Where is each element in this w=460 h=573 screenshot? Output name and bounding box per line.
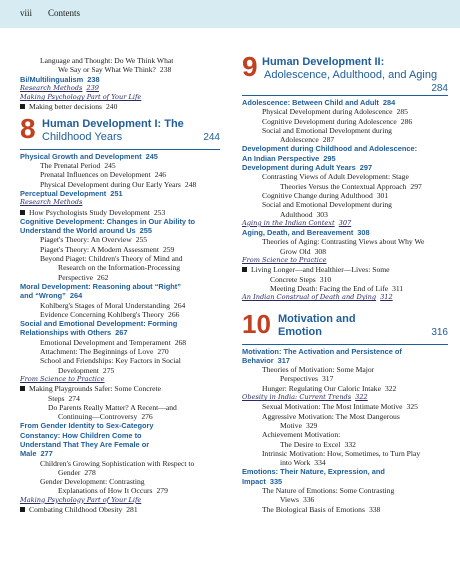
entry-page: 295	[323, 153, 336, 163]
toc-entry	[242, 182, 448, 191]
entry-title: Theories of Aging: Contrasting Views about Why We	[262, 237, 425, 247]
toc-entry	[242, 421, 448, 430]
toc-feature-heading	[20, 375, 220, 384]
toc-section-entry	[242, 467, 448, 476]
toc-entry	[20, 412, 220, 421]
chapter-title-line1: Motivation and	[278, 312, 356, 325]
toc-entry	[20, 235, 220, 244]
toc-section-entry	[20, 449, 220, 458]
entry-title: Aging in the Indian Context	[242, 218, 335, 227]
entry-title: Research Methods	[20, 83, 83, 92]
toc-entry	[242, 458, 448, 467]
toc-section-entry	[242, 228, 448, 237]
entry-page: 303	[316, 209, 328, 219]
toc-entry	[242, 430, 448, 439]
entry-title: Do Parents Really Matter? A Recent—and	[48, 402, 177, 412]
toc-entry	[242, 402, 448, 411]
entry-page: 317	[277, 355, 290, 365]
toc-section-entry	[242, 477, 448, 486]
toc-entry	[20, 273, 220, 282]
entry-page: 332	[344, 439, 356, 449]
toc-entry	[20, 394, 220, 403]
toc-feature-heading	[20, 84, 220, 93]
entry-title: An Indian Perspective	[242, 153, 320, 163]
entry-page: 310	[319, 274, 332, 284]
entry-page: 248	[184, 179, 197, 189]
toc-section-entry	[242, 154, 448, 163]
entry-title: Research Methods	[20, 198, 83, 207]
toc-entry	[242, 135, 448, 144]
chapter-page: 244	[203, 131, 220, 143]
toc-entry	[242, 440, 448, 449]
entry-title: Living Longer—and Healthier—Lives: Some	[251, 265, 390, 275]
entry-title: Understand That They Are Female or	[20, 439, 150, 449]
toc-section-entry	[20, 226, 220, 235]
entry-title: Steps	[48, 393, 65, 403]
chapter-9-heading	[242, 51, 448, 94]
entry-page: 322	[384, 383, 397, 393]
entry-page: 259	[162, 244, 175, 254]
entry-title: Language and Thought: Do We Think What	[40, 56, 174, 65]
toc-section-entry	[242, 163, 448, 172]
entry-title: The Prenatal Period	[40, 161, 101, 171]
toc-bullet-entry	[20, 208, 220, 217]
entry-title: Social and Emotional Development during	[262, 125, 392, 135]
entry-title: Achievement Motivation:	[262, 430, 341, 440]
square-bullet-icon	[242, 267, 247, 272]
entry-title: Relationships with Others	[20, 328, 112, 338]
entry-page: 239	[86, 83, 99, 92]
toc-entry	[242, 495, 448, 504]
entry-title: Emotional Development and Temperament	[40, 337, 171, 347]
toc-bullet-entry	[20, 102, 220, 111]
entry-title: Explanations of How It Occurs	[58, 486, 153, 496]
entry-title: Perceptual Development	[20, 188, 107, 198]
toc-entry	[242, 284, 448, 293]
chapter-9-entries	[242, 98, 448, 303]
entry-page: 317	[321, 374, 334, 384]
toc-feature-heading	[20, 198, 220, 207]
toc-entry	[20, 477, 220, 486]
toc-section-entry	[20, 152, 220, 161]
square-bullet-icon	[20, 507, 25, 512]
entry-page: 285	[396, 107, 408, 117]
entry-title: An Indian Construal of Death and Dying	[242, 293, 377, 302]
page-number: viii	[20, 8, 33, 18]
entry-page: 245	[104, 161, 116, 171]
toc-section-entry	[20, 421, 220, 430]
toc-entry	[20, 301, 220, 310]
entry-title: Physical Development during Our Early Years	[40, 179, 181, 189]
toc-feature-heading	[20, 93, 220, 102]
toc-entry	[20, 180, 220, 189]
entry-page: 246	[154, 170, 167, 180]
toc-entry	[242, 210, 448, 219]
entry-title: Aging, Death, and Bereavement	[242, 228, 354, 238]
entry-title: Cognitive Change during Adulthood	[262, 190, 373, 200]
chapter-page: 316	[431, 326, 448, 338]
entry-page: 264	[69, 291, 83, 301]
entry-title: into Work	[280, 458, 311, 468]
toc-feature-heading	[20, 496, 220, 505]
toc-entry	[20, 366, 220, 375]
entry-title: Bi/Multilingualism	[20, 74, 84, 84]
entry-title: Children's Growing Sophistication with Respect to	[40, 458, 195, 468]
square-bullet-icon	[20, 210, 25, 215]
entry-page: 264	[173, 300, 186, 310]
entry-page: 255	[139, 226, 152, 236]
entry-page: 338	[368, 504, 381, 514]
entry-title: Motivation: The Activation and Persistence of	[242, 346, 402, 356]
entry-title: Understand the World around Us	[20, 226, 136, 236]
chapter-number: 10	[242, 308, 271, 339]
toc-entry	[20, 403, 220, 412]
toc-bullet-entry	[20, 384, 220, 393]
toc-section-entry	[242, 144, 448, 153]
entry-page: 238	[159, 65, 172, 75]
toc-entry	[242, 172, 448, 181]
entry-title: Physical Development during Adolescence	[262, 107, 393, 117]
toc-entry	[20, 254, 220, 263]
chapter-10-entries	[242, 347, 448, 514]
chapter-8-entries	[20, 152, 220, 515]
toc-entry	[242, 191, 448, 200]
toc-section-entry	[242, 356, 448, 365]
chapter-title-line1: Human Development II:	[262, 56, 385, 68]
chapter-title-line2: Childhood Years	[42, 130, 123, 143]
toc-entry	[242, 247, 448, 256]
entry-page: 307	[338, 218, 352, 227]
toc-entry	[20, 356, 220, 365]
entry-title: How Psychologists Study Development	[29, 207, 150, 217]
entry-title: Piaget's Theory: An Overview	[40, 235, 132, 245]
entry-page: 284	[382, 98, 396, 107]
entry-page: 255	[135, 235, 148, 245]
entry-title: From Science to Practice	[20, 374, 105, 383]
square-bullet-icon	[20, 104, 25, 109]
toc-entry	[242, 126, 448, 135]
entry-title: and “Wrong”	[20, 291, 66, 301]
entry-title: Beyond Piaget: Children's Theory of Mind and	[40, 254, 183, 264]
entry-title: Piaget's Theory: A Modern Assessment	[40, 244, 159, 254]
entry-page: 262	[97, 272, 109, 282]
entry-title: From Gender Identity to Sex-Category	[20, 421, 154, 431]
entry-page: 287	[322, 135, 335, 145]
chapter-8-heading	[20, 112, 220, 148]
entry-title: Moral Development: Reasoning about “Right”	[20, 281, 181, 291]
entry-page: 297	[410, 181, 422, 191]
entry-title: Adolescence: Between Child and Adult	[242, 98, 379, 107]
entry-title: Behavior	[242, 355, 274, 365]
entry-title: Making Playgrounds Safer: Some Concrete	[29, 384, 162, 394]
entry-title: Kohlberg's Stages of Moral Understanding	[40, 300, 170, 310]
toc-feature-heading	[242, 293, 448, 302]
entry-page: 279	[156, 486, 168, 496]
toc-entry	[20, 486, 220, 495]
entry-title: Concrete Steps	[270, 274, 316, 284]
entry-page: 308	[314, 246, 326, 256]
toc-entry	[20, 347, 220, 356]
toc-entry	[242, 412, 448, 421]
entry-page: 251	[110, 188, 123, 198]
toc-entry	[242, 200, 448, 209]
toc-feature-heading	[242, 256, 448, 265]
entry-page: 268	[174, 337, 187, 347]
entry-title: Grow Old	[280, 246, 311, 256]
toc-section-entry	[20, 291, 220, 300]
entry-title: Making Psychology Part of Your Life	[20, 495, 142, 504]
entry-page: 245	[145, 151, 158, 161]
entry-title: Making better decisions	[29, 102, 102, 112]
entry-page: 253	[153, 207, 166, 217]
entry-title: Aggressive Motivation: The Most Dangerous	[262, 411, 400, 421]
entry-title: Motive	[280, 420, 302, 430]
entry-title: Development during Childhood and Adolescence:	[242, 144, 418, 154]
toc-entry	[242, 117, 448, 126]
entry-page: 286	[400, 116, 413, 126]
entry-title: Intrinsic Motivation: How, Sometimes, to Turn Play	[262, 448, 421, 458]
toc-section-entry	[242, 347, 448, 356]
entry-page: 308	[357, 228, 370, 238]
toc-entry	[20, 65, 220, 74]
chapter-10-heading	[242, 308, 448, 343]
entry-title: Cognitive Development during Adolescence	[262, 116, 397, 126]
chapter-rule	[242, 344, 448, 345]
toc-entry	[20, 263, 220, 272]
entry-page: 312	[380, 293, 393, 302]
toc-entry	[242, 505, 448, 514]
toc-section-entry	[20, 75, 220, 84]
entry-title: Continuing—Controversy	[58, 412, 138, 422]
entry-title: Sexual Motivation: The Most Intimate Motive	[262, 402, 403, 412]
entry-page: 274	[68, 393, 80, 403]
entry-title: Adolescence	[280, 135, 319, 145]
entry-title: Theories of Motivation: Some Major	[262, 365, 375, 375]
entry-title: Perspective	[58, 272, 94, 282]
toc-entry	[242, 374, 448, 383]
toc-section-entry	[20, 189, 220, 198]
entry-page: 335	[269, 476, 283, 486]
entry-page: 240	[105, 102, 118, 112]
entry-title: Contrasting Views of Adult Development: Stage	[262, 172, 409, 182]
toc-section-entry	[20, 440, 220, 449]
toc-section-entry	[20, 217, 220, 226]
entry-page: 297	[359, 163, 373, 173]
entry-title: From Science to Practice	[242, 256, 327, 265]
entry-page: 301	[376, 190, 389, 200]
entry-page: 267	[115, 328, 128, 338]
entry-title: School and Friendships: Key Factors in Social	[40, 356, 181, 366]
entry-title: The Desire to Excel	[280, 439, 341, 449]
toc-entry	[20, 170, 220, 179]
entry-title: Making Psychology Part of Your Life	[20, 93, 142, 102]
toc-section-entry	[20, 319, 220, 328]
entry-page: 266	[168, 309, 180, 319]
toc-bullet-entry	[242, 265, 448, 274]
entry-title: Evidence Concerning Kohlberg's Theory	[40, 309, 165, 319]
chapter-rule	[20, 149, 220, 150]
left-top-entries	[20, 56, 220, 112]
entry-title: Theories Versus the Contextual Approach	[280, 181, 407, 191]
toc-entry	[242, 237, 448, 246]
entry-title: Adulthood	[280, 209, 313, 219]
entry-title: Impact	[242, 476, 266, 486]
entry-page: 281	[126, 505, 138, 515]
entry-title: Male	[20, 449, 37, 459]
toc-entry	[242, 384, 448, 393]
chapter-title-line1: Human Development I: The	[42, 117, 184, 130]
left-column	[20, 56, 220, 514]
entry-title: We Say or Say What We Think?	[58, 65, 156, 75]
toc-entry	[20, 310, 220, 319]
toc-section-entry	[242, 98, 448, 107]
entry-title: Gender	[58, 467, 81, 477]
chapter-rule	[242, 95, 448, 96]
toc-entry	[242, 107, 448, 116]
chapter-page: 284	[431, 83, 448, 94]
entry-page: 311	[392, 283, 404, 293]
toc-entry	[20, 459, 220, 468]
entry-title: Constancy: How Children Come to	[20, 430, 142, 440]
entry-page: 238	[87, 74, 100, 84]
entry-page: 270	[157, 347, 169, 357]
square-bullet-icon	[20, 386, 25, 391]
entry-title: Obesity in India: Current Trends	[242, 393, 352, 402]
toc-entry	[20, 468, 220, 477]
running-title: Contents	[48, 8, 81, 18]
toc-entry	[242, 365, 448, 374]
toc-section-entry	[20, 328, 220, 337]
toc-entry	[242, 449, 448, 458]
toc-bullet-entry	[20, 505, 220, 514]
right-column	[242, 51, 448, 514]
chapter-number: 9	[242, 51, 258, 82]
entry-title: Development during Adult Years	[242, 163, 356, 173]
chapter-title-line2: Emotion	[278, 325, 322, 338]
entry-page: 325	[406, 402, 418, 412]
entry-title: Emotions: Their Nature, Expression, and	[242, 467, 385, 477]
entry-title: Perspectives	[280, 374, 318, 384]
entry-page: 336	[302, 495, 315, 505]
entry-page: 334	[314, 458, 326, 468]
entry-page: 278	[84, 467, 96, 477]
entry-title: Social and Emotional Development: Forming	[20, 319, 178, 329]
toc-entry	[20, 161, 220, 170]
entry-title: Gender Development: Contrasting	[40, 477, 145, 487]
toc-entry	[242, 486, 448, 495]
entry-title: Hunger: Regulating Our Caloric Intake	[262, 383, 381, 393]
entry-title: Meeting Death: Facing the End of Life	[270, 283, 389, 293]
entry-title: Prenatal Influences on Development	[40, 170, 151, 180]
entry-title: Cognitive Development: Changes in Our Ability to	[20, 216, 196, 226]
entry-title: Physical Growth and Development	[20, 151, 142, 161]
toc-entry	[20, 338, 220, 347]
entry-title: Views	[280, 495, 299, 505]
toc-section-entry	[20, 431, 220, 440]
toc-entry	[20, 56, 220, 65]
entry-page: 275	[102, 365, 115, 375]
toc-section-entry	[20, 282, 220, 291]
entry-title: Development	[58, 365, 99, 375]
entry-page: 277	[40, 449, 53, 459]
toc-entry	[242, 275, 448, 284]
chapter-number: 8	[20, 112, 36, 144]
entry-title: Social and Emotional Development during	[262, 200, 392, 210]
entry-page: 276	[141, 412, 153, 422]
entry-title: Research on the Information-Processing	[58, 263, 181, 273]
entry-title: Attachment: The Beginnings of Love	[40, 347, 154, 357]
header-bar	[0, 0, 460, 28]
toc-feature-heading	[242, 219, 448, 228]
toc-feature-heading	[242, 393, 448, 402]
entry-page: 329	[305, 420, 318, 430]
entry-title: The Biological Basis of Emotions	[262, 504, 365, 514]
entry-page: 322	[355, 393, 368, 402]
entry-title: Combating Childhood Obesity	[29, 505, 123, 515]
entry-title: The Nature of Emotions: Some Contrasting	[262, 485, 395, 495]
toc-entry	[20, 245, 220, 254]
chapter-title-line2: Adolescence, Adulthood, and Aging	[264, 69, 438, 81]
